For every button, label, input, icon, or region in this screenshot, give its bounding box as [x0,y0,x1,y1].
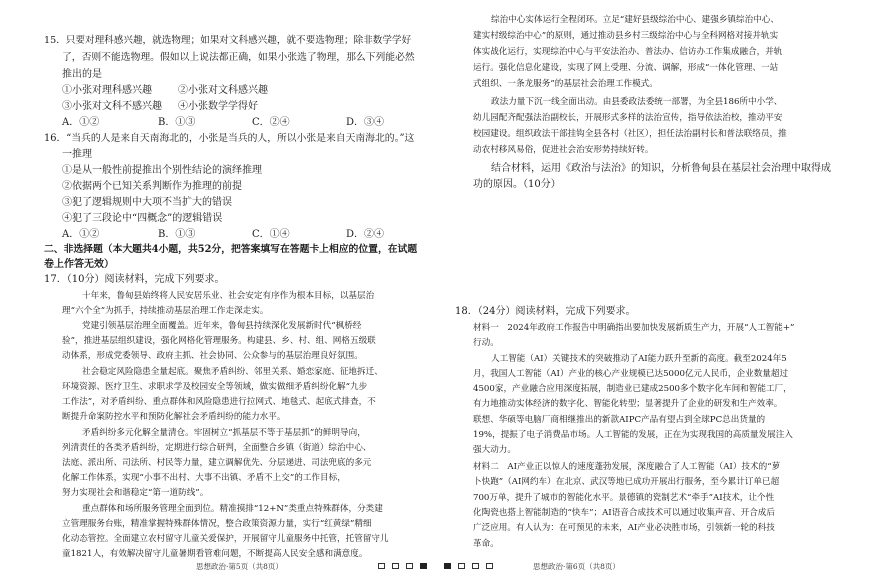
q15-item: ③小张对文科不感兴趣 [62,101,162,112]
q15-item: ②小张对文科感兴趣 [178,85,268,96]
q17-material-line: 列清责任的各类矛盾纠纷，定期进行综合研判，全面整合乡镇（街道）综治中心、 [62,443,372,453]
q15-option: B．①③ [158,117,196,128]
q16-item: ③犯了逻辑规则中大项不当扩大的错误 [62,197,232,208]
q17-material-line: 十年来，鲁甸县始终将人民安居乐业、社会安定有序作为根本目标，以基层治 [82,291,375,301]
q17-task-line: 功的原因。（10分） [473,179,561,190]
decor-square [392,563,399,569]
q17-cont-line: 校园建设。组织政法干部挂钩全县各村（社区），担任法治副村长和普法联络员，推 [473,129,787,139]
q17-task-line: 结合材料，运用《政治与法治》的知识，分析鲁甸县在基层社会治理中取得成 [491,163,831,174]
q17-cont-line: 建实村级综治中心”的原则，通过推动县乡村三级综治中心与全科网格对接并轨实 [473,31,779,41]
q17-cont-line: 幼儿园配齐配强法治副校长，开展形式多样的法治宣传，指导依法治校，推动平安 [473,113,783,123]
q18-material1-line: 19%，提振了电子消费品市场。人工智能的发展，正在为实现我国的高质量发展注入 [473,430,793,440]
q18-material1-line: 材料一 2024年政府工作报告中明确指出要加快发展新质生产力，开展“人工智能+” [473,323,795,333]
q15-option: A．①② [62,117,100,128]
q17-material-line: 工作法”，对矛盾纠纷、重点群体和风险隐患进行拉网式、地毯式、起底式排查，不 [62,397,376,407]
decor-square [378,563,385,569]
q17-material-line: 努力实现社会和谐稳定“第一道防线”。 [62,488,209,498]
decor-square [420,563,427,569]
q18-material1-line: 行动。 [473,338,499,348]
q17-cont-line: 式组织、一条龙服务”的基层社会治理工作模式。 [473,79,658,89]
q17-cont-line: 综治中心实体运行全程闭环。立足“建好县级综治中心、建强乡镇综治中心、 [491,15,779,25]
decor-square [406,563,413,569]
q17-material-line: 法庭、派出所、司法所、村民等力量，建立调解优先、分层递进、司法兜底的多元 [62,458,372,468]
q18-title: 18．（24分）阅读材料，完成下列要求。 [455,306,636,317]
q15-option: C．②④ [252,117,290,128]
q18-material2-line: 卜快跑”（AI网约车）在北京、武汉等地已成功开展出行服务，至今累计订单已超 [473,477,780,487]
q17-material-line: 动体系，形成党委领导、政府主抓、社会协同、公众参与的基层治理良好氛围。 [62,351,363,361]
q18-material1-line: 有力地推动实体经济的数字化、智能化转型；显著提升了企业的研发和生产效率。 [473,399,783,409]
q17-material-line: 立管理服务台账，精准掌握特殊群体情况，整合政策资源力量，实行“红黄绿”精细 [62,519,372,529]
q17-cont-line: 体实战化运行，实现综治中心与平安法治办、普法办、信访办工作集成融合，并轨 [473,47,783,57]
q18-material1-line: 强大动力。 [473,445,516,455]
q18-material2-line: 革命。 [473,539,499,549]
q17-material-line: 理“六个全”为抓手，持续推动基层治理工作走深走实。 [62,306,269,316]
q15-stem-line: 推出的是 [62,69,102,80]
q15-option: D．③④ [346,117,385,128]
section-heading: 二、非选择题（本大题共4小题，共52分，把答案填写在答题卡上相应的位置，在试题 [44,244,418,255]
q18-material2-line: 广泛应用。有人认为：在可预见的未来，AI产业必决胜市场，引领新一轮的科技 [473,523,775,533]
page-footer: 思想政治·第6页（共8页） [533,562,620,571]
q16-item: ①是从一般性前提推出个别性结论的演绎推理 [62,165,262,176]
q16-item: ②依据两个已知关系判断作为推理的前提 [62,181,242,192]
q17-cont-line: 运行。强化信息化建设，实现了网上受理、分流、调解，形成“一体化管理、一站 [473,63,779,73]
q17-material-line: 重点群体和场所服务管理全面到位。精准摸排“12+N”类重点特殊群体，分类建 [82,504,383,514]
q15-item: ①小张对理科感兴趣 [62,85,152,96]
q17-material-line: 断提升命案防控水平和预防化解社会矛盾纠纷的能力水平。 [62,412,286,422]
q17-material-line: 矛盾纠纷多元化解全量清仓。牢固树立“抓基层不等于基层抓”的鲜明导向， [82,428,366,438]
q17-cont-line: 政法力量下沉一线全面出动。由县委政法委统一部署，为全县186所中小学、 [491,97,783,107]
q17-title: 17．（10分）阅读材料，完成下列要求。 [44,274,225,285]
q17-cont-line: 动农村移风易俗，促进社会治安形势持续好转。 [473,145,654,155]
q18-material1-line: 4500家，产业融合应用深度拓展，制造业已建成2500多个数字化车间和智能工厂， [473,384,792,394]
q18-material2-line: 700万单，提升了城市的智能化水平。景德镇的瓷制艺术“牵手”AI技术，让个性 [473,493,775,503]
q18-material1-line: 人工智能（AI）关键技术的突破推动了AI能力跃升至新的高度。截至2024年5 [491,354,787,364]
q16-option: A．①② [62,229,100,240]
q17-material-line: 环境资源、医疗卫生、求职求学及校园安全等领域，做实做细矛盾纠纷化解“九步 [62,382,368,392]
q16-stem-line: 16．“当兵的人是来自天南海北的，小张是当兵的人，所以小张是来自天南海北的。”这 [44,133,415,144]
q17-material-line: 化动态管控。全面建立农村留守儿童关爱保护，开展留守儿童服务中托管，托管留守儿 [62,534,389,544]
q18-material2-line: 材料二 AI产业正以惊人的速度蓬勃发展，深度融合了人工智能（AI）技术的“萝 [473,462,781,472]
q18-material1-line: 月，我国人工智能（AI）产业的核心产业规模已达5000亿元人民币，企业数量超过 [473,369,789,379]
q17-material-line: 社会稳定风险隐患全量起底。聚焦矛盾纠纷、邻里关系、婚恋家庭、征地拆迁、 [82,367,383,377]
q16-option: B．①③ [158,229,196,240]
q15-item: ④小张数学学得好 [178,101,258,112]
q17-material-line: 验”，推进基层组织建设，强化网格化管理服务。构建县、乡、村、组、网格五级联 [62,336,376,346]
q16-option: C．①④ [252,229,290,240]
right-page [435,0,870,576]
q16-item: ④犯了三段论中“四概念”的逻辑错误 [62,213,223,224]
q17-material-line: 党建引领基层治理全面覆盖。近年来，鲁甸县持续深化发展新时代“枫桥经 [82,321,362,331]
q16-stem-line: 一推理 [62,149,92,160]
page-footer: 思想政治·第5页（共8页） [196,562,283,571]
section-heading: 卷上作答无效） [44,259,114,270]
q18-material1-line: 联想、华硕等电脑厂商相继推出的新款AIPC产品有望占到全球PC总出货量的 [473,415,766,425]
q15-stem-line: 15．只要对理科感兴趣，就选物理；如果对文科感兴趣，就不要选物理；除非数学学好 [44,35,412,46]
q17-material-line: 童1821人，有效解决留守儿童暑期看管难问题，不断提高人民安全感和满意度。 [62,549,368,559]
q18-material2-line: 化陶瓷也搭上智能制造的“快车”；AI语音合成技术可以通过收集声音、开合成后 [473,508,775,518]
q17-material-line: 化解工作体系，实现“小事不出村、大事不出镇、矛盾不上交”的工作目标， [62,473,346,483]
q15-stem-line: 了，否则不能选物理。假如以上说法都正确，如果小张选了物理，那么下列能必然 [62,52,415,63]
q16-option: D．②④ [346,229,385,240]
